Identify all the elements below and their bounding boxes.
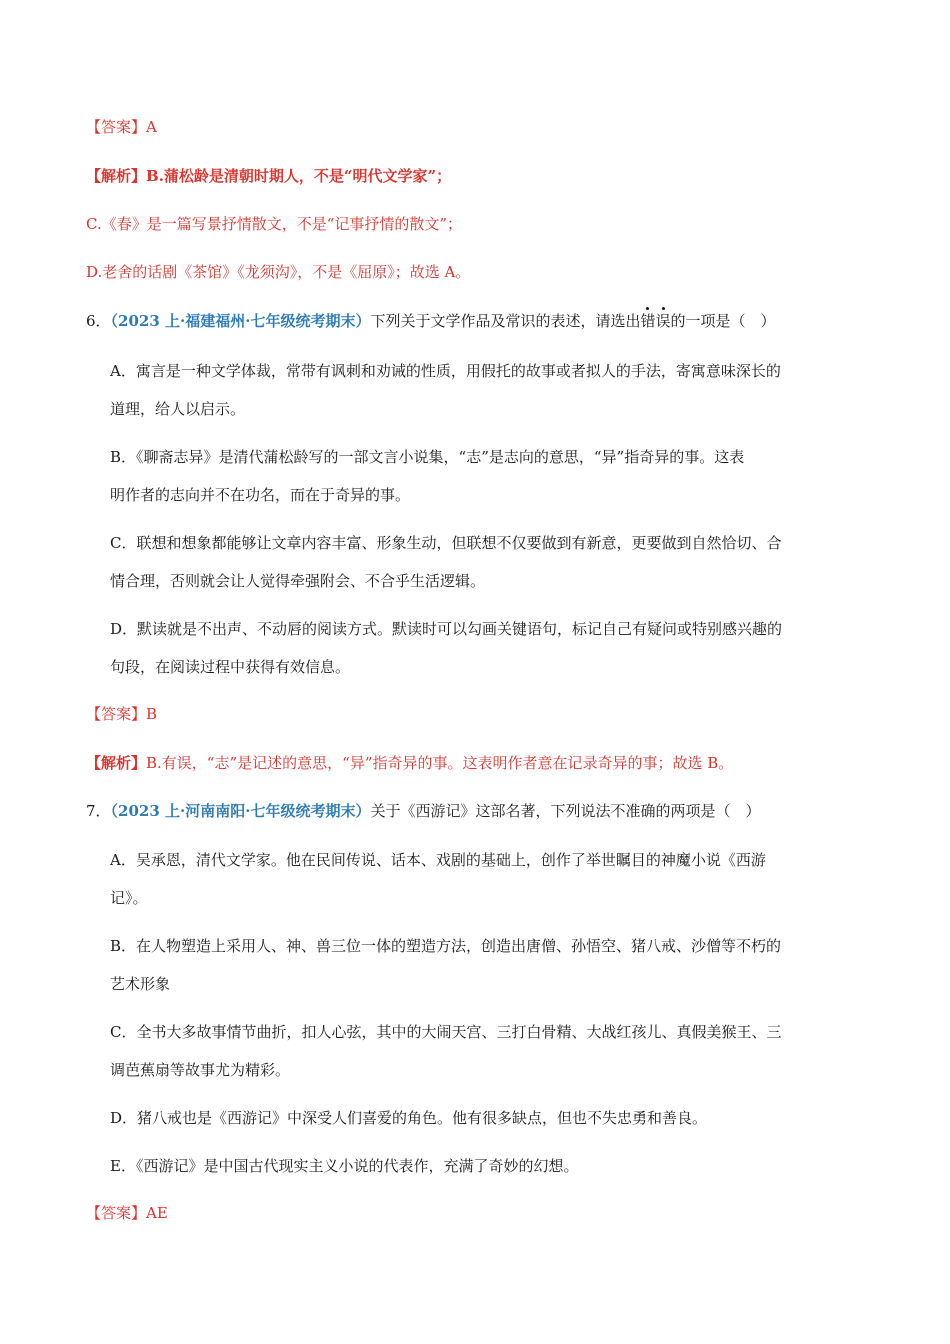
- q6-option-b-line-2: 明作者的志向并不在功名，而在于奇异的事。: [110, 486, 411, 504]
- answer-value: B: [146, 705, 158, 723]
- question-stem-after: 的一项是（ ）: [670, 312, 776, 330]
- answer-label: 【答案】: [86, 1204, 147, 1222]
- q6-option-a-line-2: 道理，给人以启示。: [110, 400, 246, 418]
- question-source: （2023 上·福建福州·七年级统考期末）: [110, 312, 371, 330]
- q6-option-d-line-1: D．默读就是不出声、不动唇的阅读方式。默读时可以勾画关键语句，标记自己有疑问或特别感兴趣的: [110, 620, 783, 638]
- q7-option-c-line-1: C．全书大多故事情节曲折，扣人心弦，其中的大闹天宫、三打白骨精、大战红孩儿、真假美猴王、三: [110, 1023, 782, 1041]
- q7-option-e: E．《西游记》是中国古代现实主义小说的代表作，充满了奇妙的幻想。: [110, 1157, 579, 1175]
- analysis-5-line-2: C.《春》是一篇写景抒情散文，不是“记事抒情的散文”；: [86, 215, 463, 233]
- analysis-5-line-1: [86, 165, 451, 187]
- analysis-text: B.有误，“志”是记述的意思，“异”指奇异的事。这表明作者意在记录奇异的事；故选 B。: [146, 754, 734, 772]
- question-7-stem: [86, 800, 760, 822]
- q7-option-b-line-2: 艺术形象: [110, 975, 171, 993]
- answer-value: AE: [146, 1204, 168, 1222]
- emphasis-char-2: 误: [655, 312, 671, 330]
- question-number: 7．: [86, 802, 111, 820]
- analysis-5-line-3: D.老舍的话剧《茶馆》《龙须沟》，不是《屈原》；故选 A。: [86, 263, 471, 281]
- q6-option-a-line-1: A．寓言是一种文学体裁，常带有讽刺和劝诫的性质，用假托的故事或者拟人的手法，寄寓意味深长的: [110, 362, 781, 380]
- question-source: （2023 上·河南南阳·七年级统考期末）: [110, 802, 371, 820]
- q6-option-b-line-1: B．《聊斋志异》是清代蒲松龄写的一部文言小说集，“志”是志向的意思，“异”指奇异的事。这表: [110, 448, 745, 466]
- q7-option-a-line-2: 记》。: [110, 889, 148, 907]
- answer-value: A: [146, 118, 157, 136]
- answer-label: 【答案】: [86, 705, 147, 723]
- analysis-label: 【解析】: [86, 754, 147, 772]
- analysis-label: 【解析】: [86, 167, 147, 185]
- analysis-text: B.蒲松龄是清朝时期人，不是“明代文学家”；: [146, 167, 452, 185]
- q7-option-d: D．猪八戒也是《西游记》中深受人们喜爱的角色。他有很多缺点，但也不失忠勇和善良。: [110, 1109, 708, 1127]
- q6-option-c-line-2: 情合理，否则就会让人觉得牵强附会、不合乎生活逻辑。: [110, 572, 486, 590]
- answer-label: 【答案】: [86, 118, 147, 136]
- q7-option-c-line-2: 调芭蕉扇等故事尤为精彩。: [110, 1061, 291, 1079]
- emphasis-char-1: 错: [640, 312, 656, 330]
- answer-5: [86, 116, 157, 138]
- q7-option-a-line-1: A．吴承恩，清代文学家。他在民间传说、话本、戏剧的基础上，创作了举世瞩目的神魔小说《西游: [110, 851, 766, 869]
- analysis-6: [86, 752, 733, 774]
- question-stem: 关于《西游记》这部名著，下列说法不准确的两项是（ ）: [370, 802, 761, 820]
- answer-7: [86, 1202, 168, 1224]
- q7-option-b-line-1: B．在人物塑造上采用人、神、兽三位一体的塑造方法，创造出唐僧、孙悟空、猪八戒、沙僧等不朽的: [110, 937, 782, 955]
- answer-6: [86, 703, 157, 725]
- question-6-stem: [86, 310, 776, 332]
- question-stem-before: 下列关于文学作品及常识的表述，请选出: [370, 312, 641, 330]
- q6-option-d-line-2: 句段，在阅读过程中获得有效信息。: [110, 658, 351, 676]
- question-number: 6．: [86, 312, 111, 330]
- q6-option-c-line-1: C．联想和想象都能够让文章内容丰富、形象生动，但联想不仅要做到有新意，更要做到自然恰切、合: [110, 534, 782, 552]
